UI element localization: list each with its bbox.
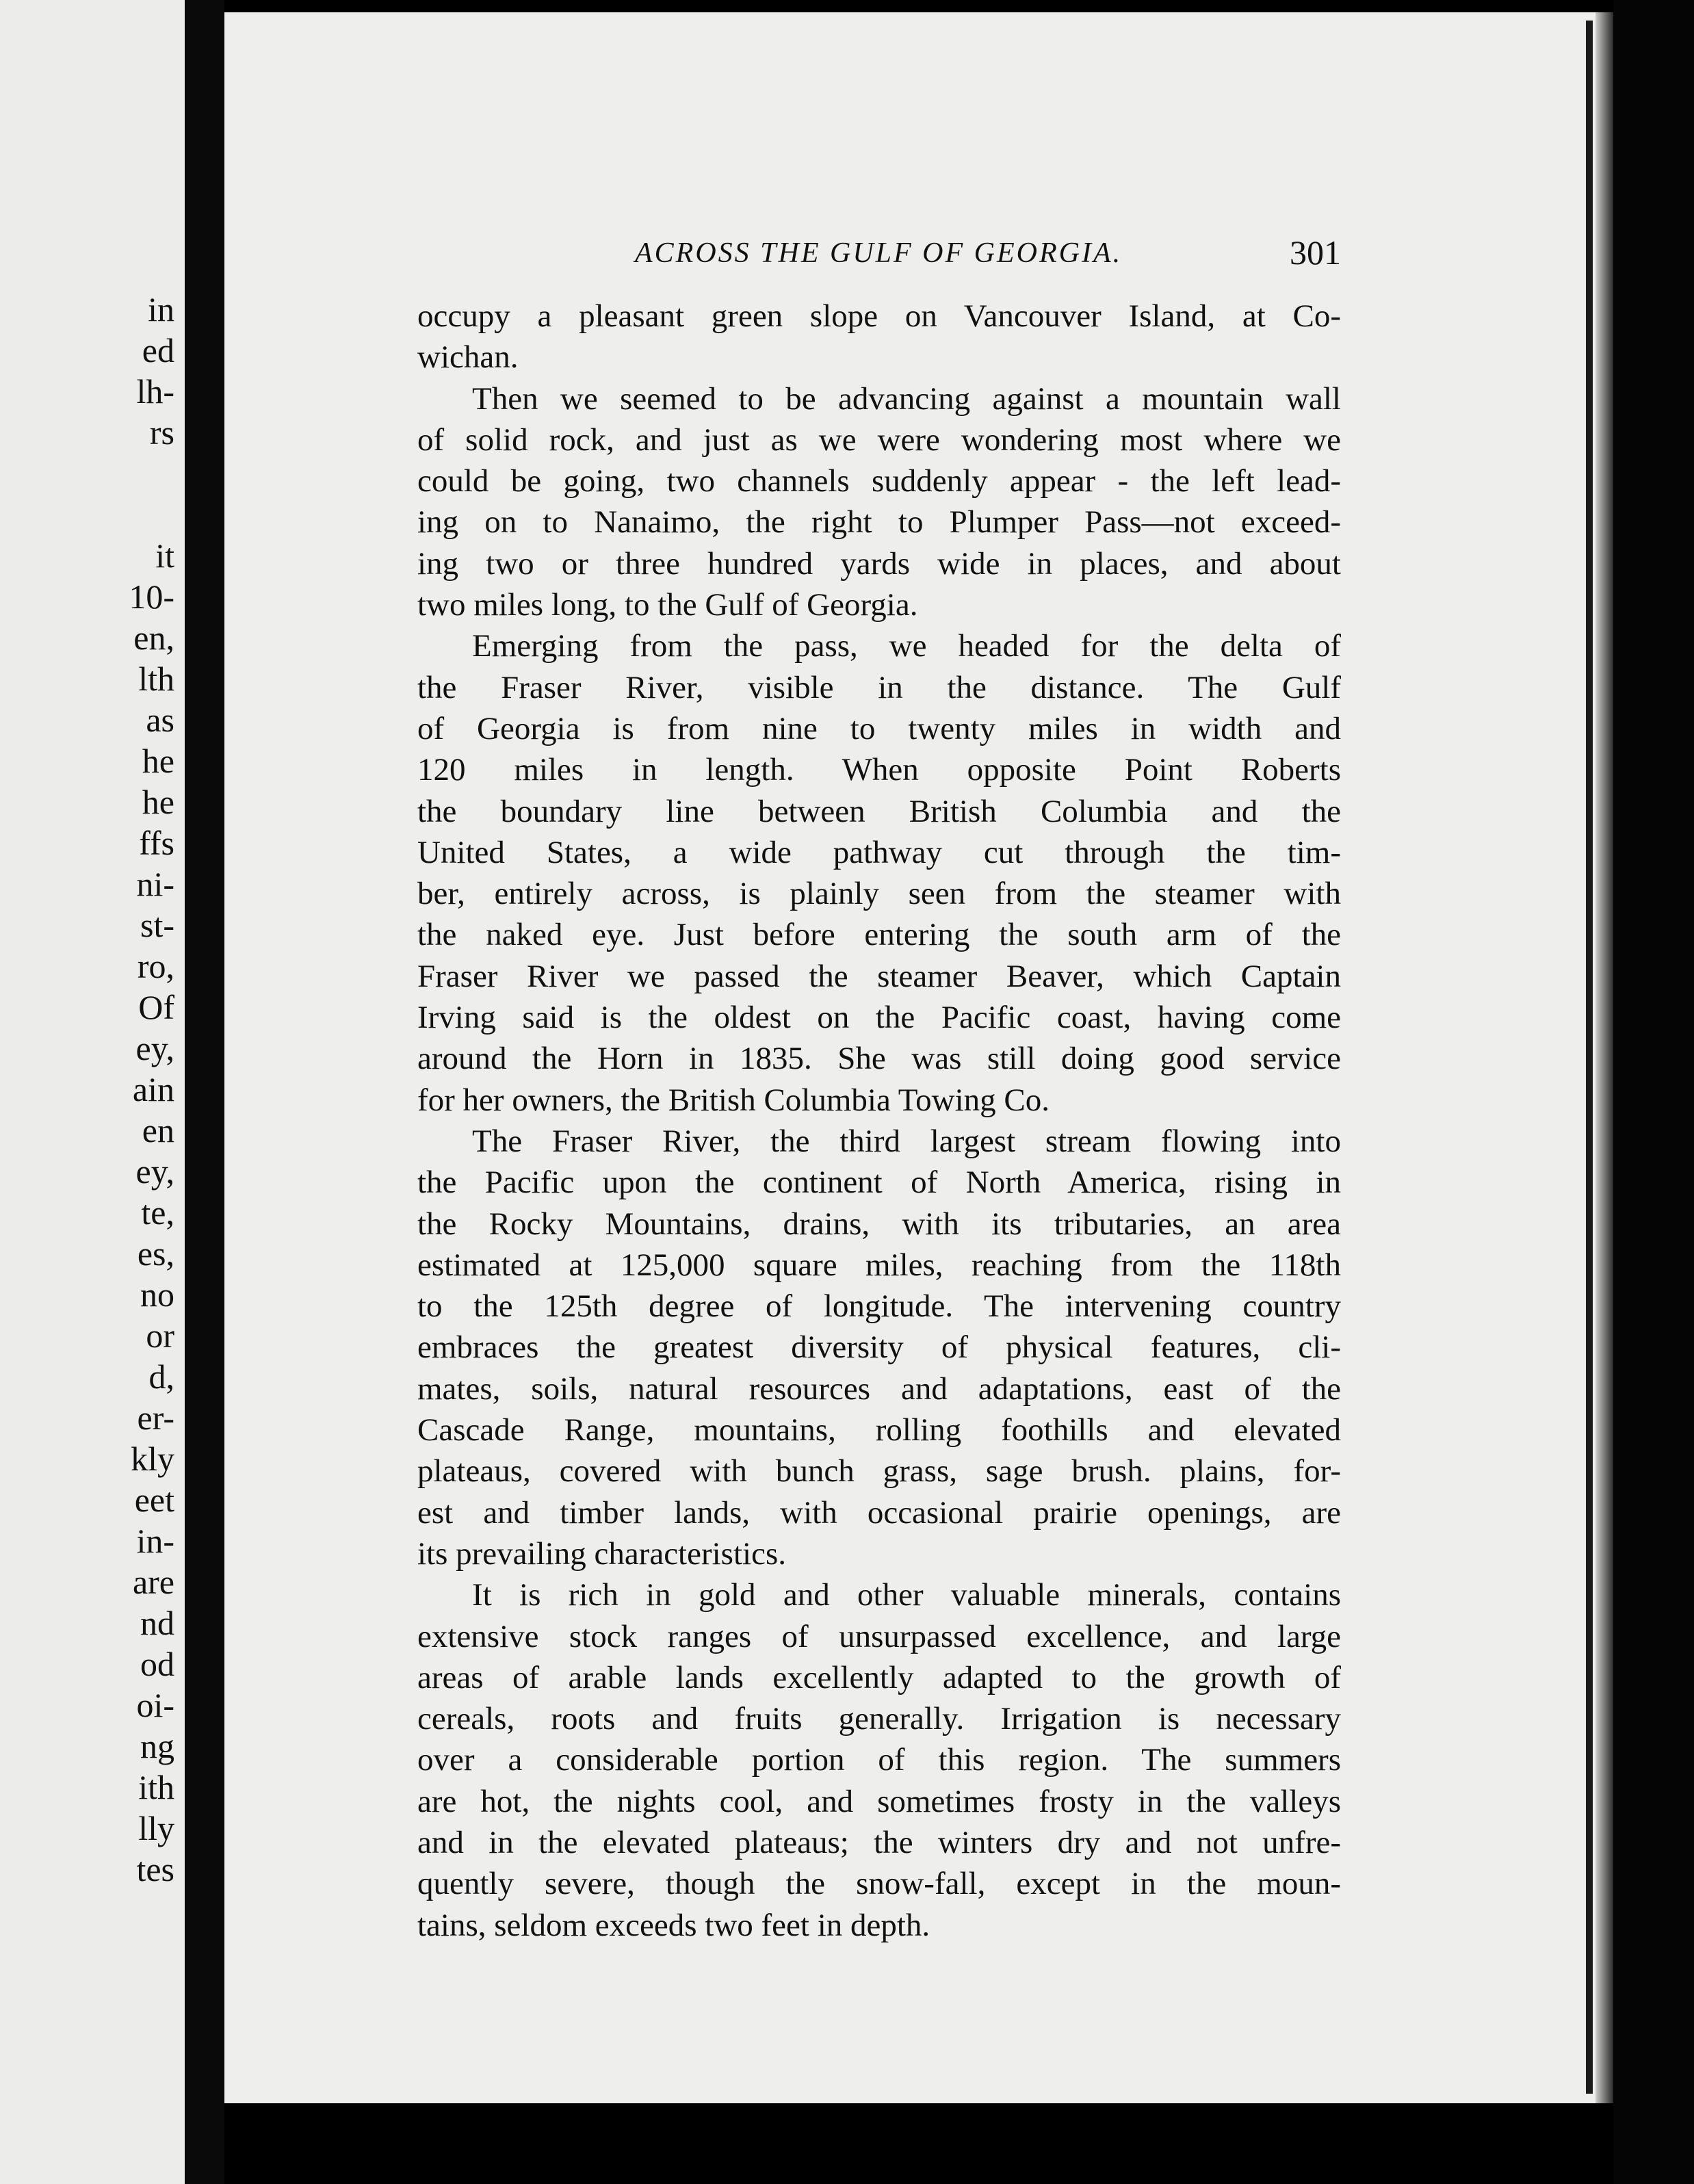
paragraph <box>417 625 1341 1121</box>
text-line: Cascade Range, mountains, rolling foothills and elevated <box>417 1412 1341 1448</box>
text-line: the Rocky Mountains, drains, with its tributaries, an area <box>417 1206 1341 1242</box>
facing-fragment: he <box>142 783 174 821</box>
facing-fragment: are <box>132 1563 174 1601</box>
facing-fragment: lh- <box>136 372 174 411</box>
text-line: the naked eye. Just before entering the south arm of the <box>417 917 1341 953</box>
facing-fragment: eet <box>134 1481 174 1519</box>
facing-fragment: lth <box>138 660 174 698</box>
text-line: plateaus, covered with bunch grass, sage brush. plains, for- <box>417 1453 1341 1490</box>
text-line: of Georgia is from nine to twenty miles in width and <box>417 710 1341 746</box>
facing-fragment: it <box>155 536 174 575</box>
facing-fragment: oi- <box>136 1686 174 1724</box>
facing-fragment: ng <box>140 1727 174 1765</box>
facing-fragment: 10- <box>129 577 174 616</box>
text-line: embraces the greatest diversity of physical features, cli- <box>417 1329 1341 1366</box>
facing-fragment: er- <box>137 1399 174 1437</box>
text-line: Fraser River we passed the steamer Beaver, which Captain <box>417 958 1341 994</box>
text-line: ing two or three hundred yards wide in places, and about <box>417 545 1341 582</box>
facing-fragment: ith <box>138 1768 174 1806</box>
text-line: mates, soils, natural resources and adaptations, east of the <box>417 1370 1341 1407</box>
book-gutter <box>185 0 224 2184</box>
facing-fragment: lly <box>138 1809 174 1847</box>
paragraph <box>417 296 1341 378</box>
text-line: for her owners, the British Columbia Towing Co. <box>417 1082 1050 1118</box>
text-line: around the Horn in 1835. She was still doing good service <box>417 1041 1341 1077</box>
text-line: cereals, roots and fruits generally. Irrigation is necessary <box>417 1701 1341 1737</box>
facing-fragment: ro, <box>137 947 174 985</box>
text-line: to the 125th degree of longitude. The intervening country <box>417 1288 1341 1325</box>
facing-fragment: te, <box>141 1193 174 1232</box>
text-line: It is rich in gold and other valuable minerals, contains <box>472 1577 1341 1613</box>
facing-fragment: or <box>146 1316 174 1355</box>
facing-fragment: ffs <box>139 824 174 862</box>
running-title: ACROSS THE GULF OF GEORGIA. <box>635 237 1123 269</box>
text-line: the Pacific upon the continent of North America, rising in <box>417 1165 1341 1201</box>
facing-fragment: d, <box>148 1357 174 1396</box>
page-edge <box>1595 12 1613 2103</box>
facing-fragment: no <box>140 1275 174 1314</box>
facing-page-text-fragments <box>0 289 174 1890</box>
paragraph <box>417 1121 1341 1574</box>
text-line: Emerging from the pass, we headed for the delta of <box>472 628 1341 664</box>
facing-fragment: Of <box>138 988 174 1026</box>
facing-fragment: rs <box>149 413 174 452</box>
text-line: the boundary line between British Columbia and the <box>417 793 1341 829</box>
text-line: and in the elevated plateaus; the winters dry and not unfre- <box>417 1824 1341 1860</box>
paragraph <box>417 378 1341 626</box>
text-line: quently severe, though the snow-fall, except in the moun- <box>417 1866 1341 1902</box>
paragraph <box>417 1574 1341 1946</box>
text-line: could be going, two channels suddenly appear - the left lead- <box>417 463 1341 499</box>
text-line: Irving said is the oldest on the Pacific coast, having come <box>417 1000 1341 1036</box>
facing-gap <box>0 453 174 535</box>
text-line: occupy a pleasant green slope on Vancouver Island, at Co- <box>417 298 1341 334</box>
text-line: ing on to Nanaimo, the right to Plumper Pass—not exceed- <box>417 504 1341 541</box>
facing-fragment: en <box>142 1111 174 1149</box>
text-line: are hot, the nights cool, and sometimes frosty in the valleys <box>417 1783 1341 1819</box>
facing-fragment: kly <box>131 1440 174 1478</box>
body-text <box>417 296 1341 1946</box>
facing-fragment: od <box>140 1645 174 1683</box>
facing-fragment: es, <box>137 1234 174 1273</box>
text-line: two miles long, to the Gulf of Georgia. <box>417 587 918 623</box>
text-line: 120 miles in length. When opposite Point Roberts <box>417 752 1341 788</box>
text-line: est and timber lands, with occasional prairie openings, are <box>417 1494 1341 1531</box>
text-line: extensive stock ranges of unsurpassed excellence, and large <box>417 1618 1341 1654</box>
facing-fragment: he <box>142 742 174 780</box>
facing-fragment: in- <box>136 1522 174 1560</box>
text-line: ber, entirely across, is plainly seen from the steamer with <box>417 876 1341 912</box>
page-number: 301 <box>1290 233 1341 272</box>
facing-fragment: ain <box>132 1070 174 1108</box>
text-line: wichan. <box>417 339 519 376</box>
text-line: estimated at 125,000 square miles, reaching from the 118th <box>417 1247 1341 1283</box>
facing-fragment: nd <box>140 1604 174 1642</box>
text-line: its prevailing characteristics. <box>417 1535 786 1572</box>
text-line: over a considerable portion of this region. The summers <box>417 1742 1341 1778</box>
facing-fragment: ed <box>142 331 174 369</box>
text-line: tains, seldom exceeds two feet in depth. <box>417 1907 930 1943</box>
text-line: Then we seemed to be advancing against a mountain wall <box>472 380 1341 417</box>
running-header <box>417 233 1341 281</box>
facing-fragment: tes <box>136 1850 174 1888</box>
facing-fragment: ey, <box>135 1152 174 1191</box>
text-line: The Fraser River, the third largest stream flowing into <box>472 1123 1341 1159</box>
facing-fragment: ey, <box>135 1029 174 1067</box>
facing-fragment: st- <box>140 906 174 944</box>
text-line: areas of arable lands excellently adapted to the growth of <box>417 1659 1341 1695</box>
facing-fragment: en, <box>133 619 174 657</box>
facing-fragment: ni- <box>136 865 174 903</box>
facing-page-edge <box>0 0 185 2184</box>
text-line: the Fraser River, visible in the distance. The Gulf <box>417 669 1341 705</box>
text-line: of solid rock, and just as we were wondering most where we <box>417 421 1341 458</box>
scan-background <box>1613 0 1694 2184</box>
facing-fragment: in <box>148 290 174 328</box>
text-line: United States, a wide pathway cut through the tim- <box>417 834 1341 870</box>
facing-fragment: as <box>146 701 174 739</box>
page-edge-shadow <box>1586 21 1593 2094</box>
